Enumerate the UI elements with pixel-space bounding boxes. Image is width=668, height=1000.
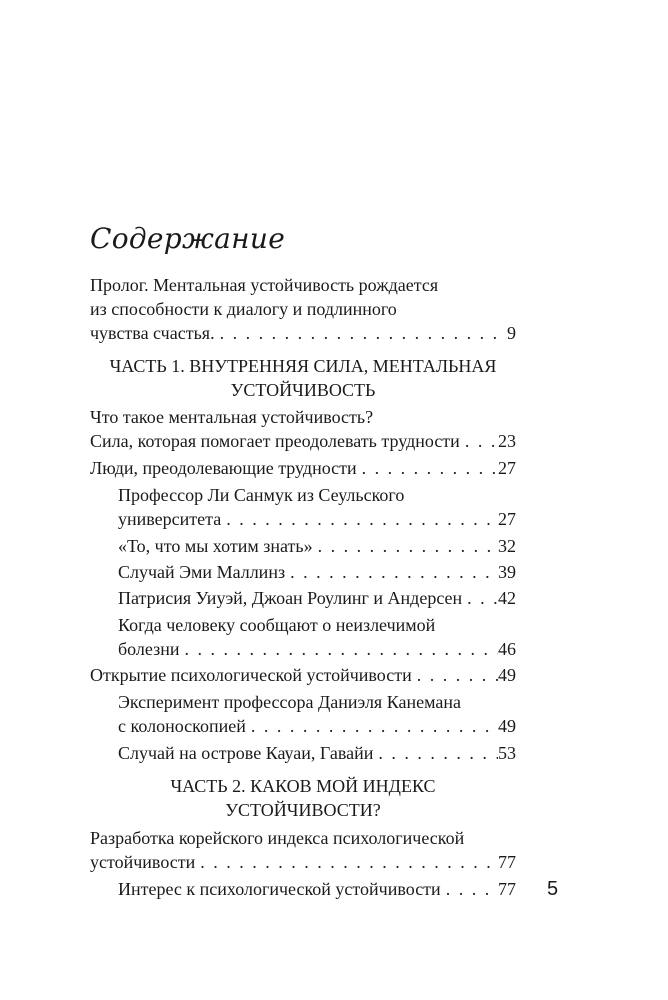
toc-entry-text: университета bbox=[118, 509, 222, 529]
dot-leader bbox=[195, 849, 498, 875]
dot-leader bbox=[412, 662, 498, 688]
toc-entry-text: Сила, которая помогает преодолевать трудности bbox=[90, 431, 460, 451]
toc-page-number: 9 bbox=[507, 323, 516, 343]
toc-entry-last-line bbox=[90, 849, 516, 875]
toc-entry-text: чувства счастья. bbox=[90, 323, 215, 343]
toc-page-number: 23 bbox=[498, 431, 516, 451]
toc-entry-text: Что такое ментальная устойчивость? bbox=[90, 407, 374, 427]
dot-leader bbox=[357, 455, 498, 481]
toc-subentry bbox=[118, 559, 516, 585]
toc-entry-text: устойчивости bbox=[90, 852, 196, 872]
toc-entry-text: Эксперимент профессора Даниэля Канемана bbox=[118, 692, 461, 712]
part-heading-line: УСТОЙЧИВОСТЬ bbox=[230, 380, 376, 400]
toc-entry-last-line bbox=[90, 320, 516, 346]
dot-leader bbox=[221, 506, 498, 532]
toc-entry-text: с колоноскопией bbox=[118, 716, 246, 736]
toc-entry-last-line bbox=[118, 506, 516, 532]
toc-entry-text: Пролог. Ментальная устойчивость рождается bbox=[90, 275, 439, 295]
toc-entry-text: Когда человеку сообщают о неизлечимой bbox=[118, 615, 436, 635]
part-heading-line: ЧАСТЬ 2. КАКОВ МОЙ ИНДЕКС bbox=[170, 776, 436, 796]
toc-page-number: 39 bbox=[498, 562, 516, 582]
dot-leader bbox=[441, 876, 498, 902]
dot-leader bbox=[462, 585, 498, 611]
toc-subentry bbox=[118, 876, 516, 902]
dot-leader bbox=[460, 428, 498, 454]
dot-leader bbox=[246, 713, 498, 739]
toc-entry-last-line bbox=[118, 713, 516, 739]
toc-subentry bbox=[118, 585, 516, 611]
toc-subentry bbox=[118, 740, 516, 766]
toc-entry-text: Открытие психологической устойчивости bbox=[90, 665, 412, 685]
dot-leader bbox=[373, 740, 498, 766]
toc-title: Содержание bbox=[90, 222, 286, 255]
toc-page-number: 42 bbox=[498, 588, 516, 608]
part-heading-line: ЧАСТЬ 1. ВНУТРЕННЯЯ СИЛА, МЕНТАЛЬНАЯ bbox=[109, 356, 497, 376]
page-number: 5 bbox=[547, 878, 559, 900]
toc-entry-text: Интерес к психологической устойчивости bbox=[118, 879, 441, 899]
dot-leader bbox=[285, 559, 498, 585]
toc-page-number: 49 bbox=[498, 665, 516, 685]
toc-entry-text: Люди, преодолевающие трудности bbox=[90, 458, 357, 478]
toc-subentry bbox=[118, 533, 516, 559]
toc-entry-last-line bbox=[118, 636, 516, 662]
toc-entry-text: «То, что мы хотим знать» bbox=[118, 536, 313, 556]
dot-leader bbox=[313, 533, 498, 559]
toc-entry-text: Случай на острове Кауаи, Гавайи bbox=[118, 743, 374, 763]
toc-page-number: 77 bbox=[498, 879, 516, 899]
toc-page-number: 77 bbox=[498, 852, 516, 872]
toc-entry-text: Разработка корейского индекса психологической bbox=[90, 828, 465, 848]
toc-page-number: 27 bbox=[498, 509, 516, 529]
toc-entry bbox=[90, 662, 516, 688]
part-heading-line: УСТОЙЧИВОСТИ? bbox=[225, 800, 381, 820]
toc-page-number: 46 bbox=[498, 639, 516, 659]
toc-page-number: 27 bbox=[498, 458, 516, 478]
toc-page-number: 49 bbox=[498, 716, 516, 736]
toc-entry-text: Патрисия Уиуэй, Джоан Роулинг и Андерсен bbox=[118, 588, 463, 608]
toc-entry-text: из способности к диалогу и подлинного bbox=[90, 299, 397, 319]
dot-leader bbox=[215, 320, 507, 346]
toc-entry-last-line bbox=[90, 428, 516, 454]
toc-entry bbox=[90, 455, 516, 481]
toc-entry-text: Профессор Ли Санмук из Сеульского bbox=[118, 485, 405, 505]
toc-page-number: 32 bbox=[498, 536, 516, 556]
toc-entry-text: болезни bbox=[118, 639, 180, 659]
dot-leader bbox=[180, 636, 499, 662]
toc-entry-text: Случай Эми Маллинз bbox=[118, 562, 286, 582]
toc-page-number: 53 bbox=[498, 743, 516, 763]
